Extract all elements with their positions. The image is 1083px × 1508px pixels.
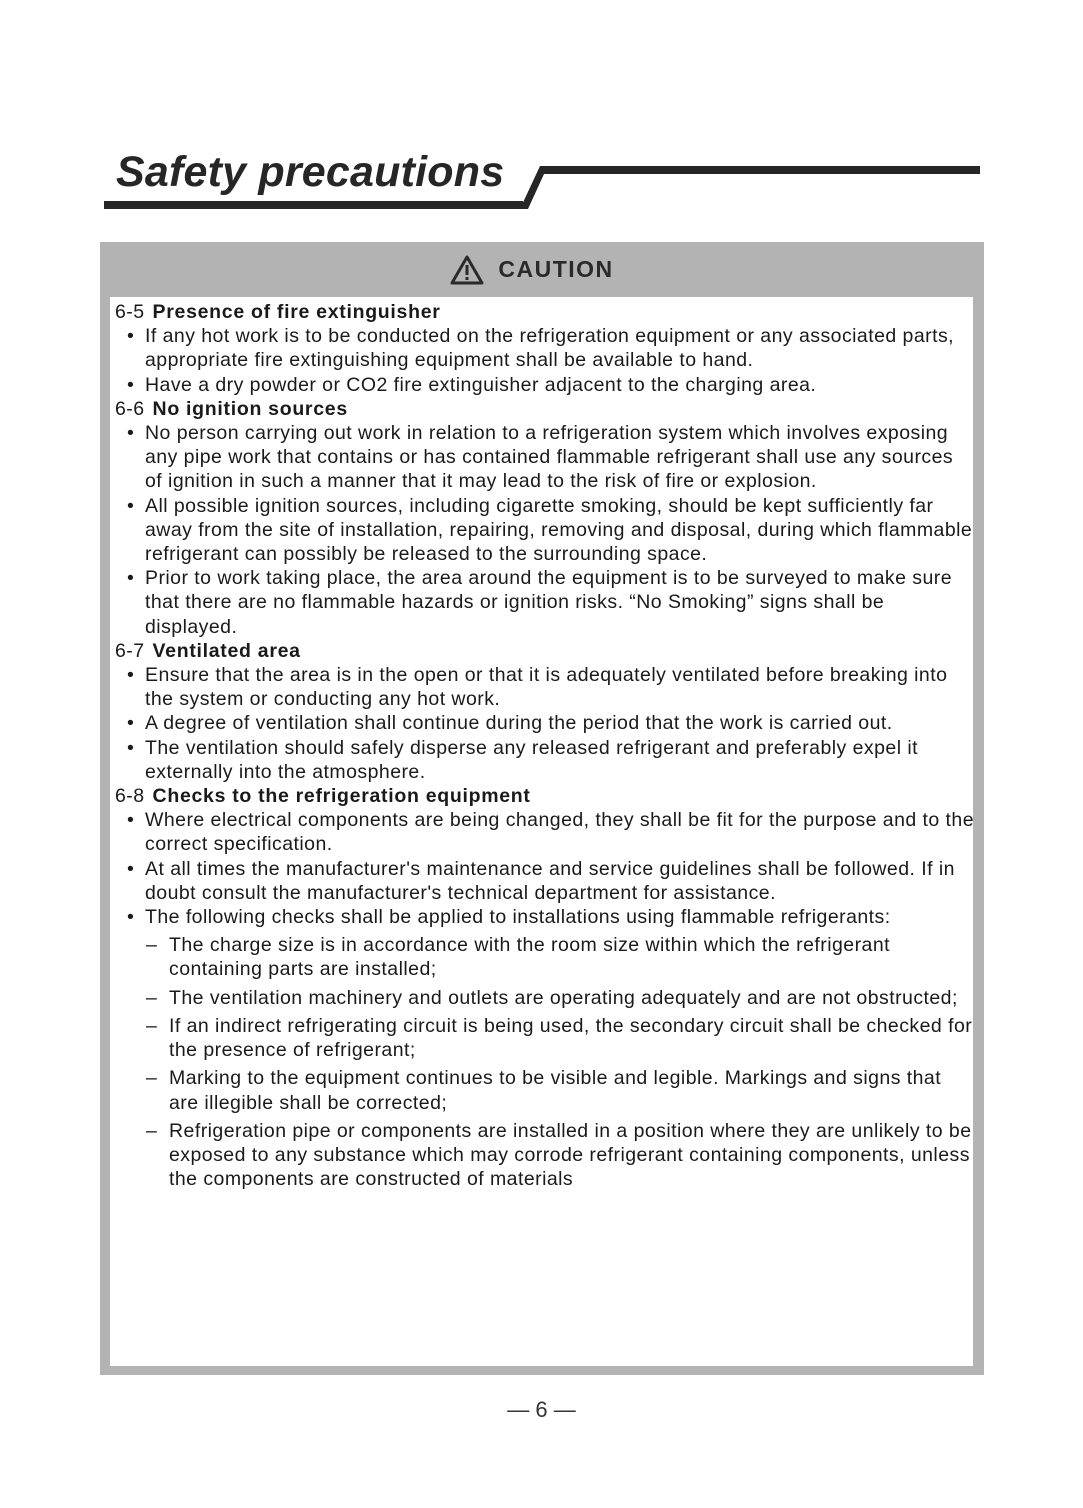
title-underline-rule [0, 0, 1083, 215]
section-number: 6-8 [115, 785, 145, 808]
bullet-icon: • [127, 736, 135, 759]
dash-icon: – [146, 1067, 158, 1090]
list-item: • Ensure that the area is in the open or that it is adequately ventilated before breaking into the system or conducting any hot work. [127, 664, 948, 711]
section-title: Ventilated area [152, 639, 301, 662]
sub-list-item: – The charge size is in accordance with the room size within which the refrigerant containing parts are installed; [146, 934, 890, 981]
section-heading [115, 784, 975, 808]
dash-icon: – [146, 1014, 158, 1037]
bullet-icon: • [127, 857, 135, 880]
list-item: • If any hot work is to be conducted on the refrigeration equipment or any associated parts, appropriate fire extinguishing equipment shall be available to hand. [127, 325, 955, 372]
list-item: • At all times the manufacturer's maintenance and service guidelines shall be followed. If in doubt consult the manufacturer's technical department for assistance. [127, 857, 955, 904]
list-item: • A degree of ventilation shall continue during the period that the work is carried out. [127, 712, 893, 735]
sub-list-item: – If an indirect refrigerating circuit is being used, the secondary circuit shall be checked for the presence of refrigerant; [146, 1014, 973, 1062]
dash-icon: – [146, 1119, 158, 1142]
section-title: Presence of fire extinguisher [152, 301, 441, 323]
warning-triangle-icon [450, 255, 484, 285]
list-item: • The following checks shall be applied to installations using flammable refrigerants: [127, 906, 891, 929]
section-heading [115, 639, 975, 663]
caution-content [115, 300, 975, 1191]
sub-list-item: – Marking to the equipment continues to be visible and legible. Markings and signs that are illegible shall be corrected; [146, 1067, 942, 1114]
bullet-icon: • [127, 325, 135, 348]
list-item: • Have a dry powder or CO2 fire extinguisher adjacent to the charging area. [127, 373, 817, 396]
list-item: • No person carrying out work in relation to a refrigeration system which involves exposing any pipe work that contains or has contained flammable refrigerant shall use any sources of ignition in such a manner that it may lead to the risk of fire or explosion. [127, 422, 954, 493]
list-item: • Prior to work taking place, the area around the equipment is to be surveyed to make sure that there are no flammable hazards or ignition risks. “No Smoking” signs shall be displayed. [127, 567, 953, 638]
bullet-icon: • [127, 664, 135, 687]
list-item: • The ventilation should safely disperse any released refrigerant and preferably expel it externally into the atmosphere. [127, 736, 918, 783]
bullet-icon: • [127, 906, 135, 929]
bullet-icon: • [127, 422, 135, 445]
section-title: Checks to the refrigeration equipment [152, 785, 531, 808]
page-title: Safety precautions [116, 148, 505, 196]
dash-icon: – [146, 934, 158, 957]
list-item: • Where electrical components are being changed, they shall be fit for the purpose and to the correct specification. [127, 809, 975, 856]
caution-header [100, 242, 984, 297]
section-title: No ignition sources [152, 397, 348, 420]
section-number: 6-7 [115, 639, 145, 662]
list-item: • All possible ignition sources, including cigarette smoking, should be kept sufficiently far away from the site of installation, repairing, removing and disposal, during which flammable refrigerant can possibly be released to the surrounding space. [127, 494, 973, 566]
page-number: — 6 — [507, 1397, 576, 1422]
bullet-icon: • [127, 494, 135, 517]
bullet-icon: • [127, 373, 135, 396]
bullet-icon: • [127, 809, 135, 832]
sub-list-item: – Refrigeration pipe or components are installed in a position where they are unlikely to be exposed to any substance which may corrode refrigerant containing components, unless the components are constructed of materials [146, 1119, 972, 1191]
bullet-icon: • [127, 567, 135, 590]
caution-label: CAUTION [498, 256, 614, 282]
section-heading [115, 300, 975, 324]
section-number: 6-6 [115, 397, 145, 420]
bullet-icon: • [127, 712, 135, 735]
section-number: 6-5 [115, 301, 145, 323]
section-heading [115, 397, 975, 421]
dash-icon: – [146, 986, 158, 1009]
sub-list-item: – The ventilation machinery and outlets are operating adequately and are not obstructed; [146, 986, 958, 1009]
